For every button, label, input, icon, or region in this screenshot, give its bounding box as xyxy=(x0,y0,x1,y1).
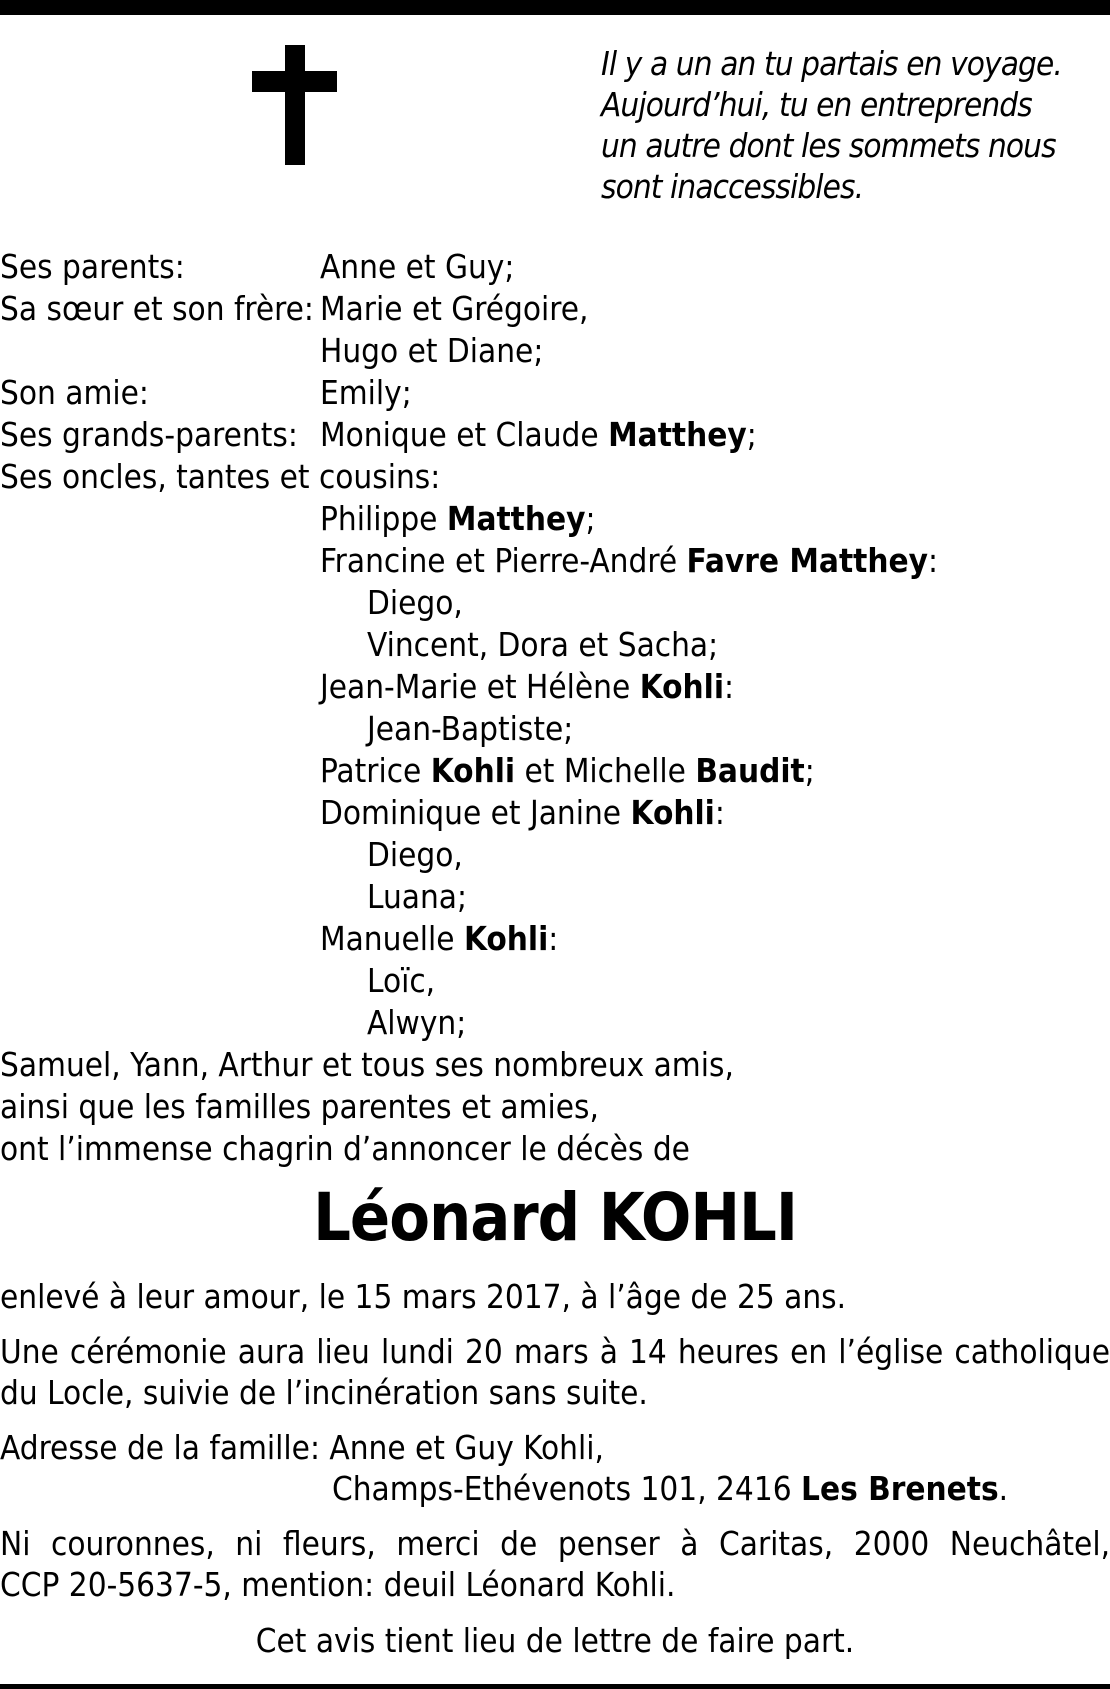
list-item xyxy=(0,1086,1110,1128)
list-item xyxy=(0,246,1110,288)
relation-names: Marie et Grégoire, xyxy=(320,289,589,328)
list-item xyxy=(0,624,1110,666)
surname: Kohli xyxy=(463,919,549,958)
relation-names: Hugo et Diane; xyxy=(320,331,544,370)
relation-label: Ses parents: xyxy=(0,247,185,286)
relation-names: Patrice Kohli et Michelle Baudit; xyxy=(320,751,815,790)
list-item xyxy=(0,918,1110,960)
list-item xyxy=(0,792,1110,834)
list-item xyxy=(0,414,1110,456)
list-item xyxy=(0,498,1110,540)
child-names: Loïc, xyxy=(367,961,436,1000)
list-item xyxy=(0,582,1110,624)
list-item xyxy=(0,540,1110,582)
child-names: Vincent, Dora et Sacha; xyxy=(367,625,719,664)
relation-names: Philippe Matthey; xyxy=(320,499,596,538)
surname: Baudit xyxy=(695,751,805,790)
child-names: Diego, xyxy=(367,835,463,874)
list-item xyxy=(0,456,1110,498)
surname: Kohli xyxy=(430,751,516,790)
families-line: ainsi que les familles parentes et amies, xyxy=(0,1087,599,1126)
quote-line: Il y a un an tu partais en voyage. xyxy=(601,44,1062,83)
list-item xyxy=(0,1044,1110,1086)
relation-names: Francine et Pierre-André Favre Matthey: xyxy=(320,541,939,580)
relation-names: Emily; xyxy=(320,373,412,412)
list-item xyxy=(0,834,1110,876)
list-item xyxy=(0,666,1110,708)
ceremony-line: Une cérémonie aura lieu lundi 20 mars à 14 heures en l’église catholique xyxy=(0,1332,1110,1371)
closing-line: Cet avis tient lieu de lettre de faire part. xyxy=(255,1621,855,1660)
deceased-name: Léonard KOHLI xyxy=(313,1179,797,1256)
list-item xyxy=(0,1128,1110,1170)
list-item xyxy=(0,876,1110,918)
address-street: Champs-Ethévenots 101, 2416 Les Brenets. xyxy=(332,1469,1009,1508)
town: Les Brenets xyxy=(801,1469,999,1508)
quote-line: Aujourd’hui, tu en entreprends xyxy=(601,85,1032,124)
friends-line: Samuel, Yann, Arthur et tous ses nombreux amis, xyxy=(0,1045,734,1084)
announcement-line: ont l’immense chagrin d’annoncer le décès de xyxy=(0,1129,690,1168)
relation-names: Anne et Guy; xyxy=(320,247,515,286)
epigraph-quote xyxy=(601,43,1062,207)
surname: Favre Matthey xyxy=(686,541,928,580)
address-label: Adresse de la famille: Anne et Guy Kohli, xyxy=(0,1428,604,1467)
quote-line: un autre dont les sommets nous xyxy=(601,126,1056,165)
relation-label: Ses grands-parents: xyxy=(0,415,298,454)
list-item xyxy=(0,372,1110,414)
list-item xyxy=(0,1002,1110,1044)
ceremony-line: du Locle, suivie de l’incinération sans suite. xyxy=(0,1373,648,1412)
death-line: enlevé à leur amour, le 15 mars 2017, à l’âge de 25 ans. xyxy=(0,1277,847,1316)
surname: Kohli xyxy=(630,793,715,832)
relation-label: Son amie: xyxy=(0,373,149,412)
list-item xyxy=(0,750,1110,792)
child-names: Luana; xyxy=(367,877,467,916)
relation-names: Monique et Claude Matthey; xyxy=(320,415,757,454)
surname: Matthey xyxy=(608,415,747,454)
relation-label: Ses oncles, tantes et cousins: xyxy=(0,457,441,496)
relation-label: Sa sœur et son frère: xyxy=(0,289,314,328)
child-names: Alwyn; xyxy=(367,1003,467,1042)
relation-names: Dominique et Janine Kohli: xyxy=(320,793,725,832)
relation-names: Jean-Marie et Hélène Kohli: xyxy=(320,667,735,706)
list-item xyxy=(0,960,1110,1002)
family-list xyxy=(0,246,1110,1170)
donation-line: CCP 20-5637-5, mention: deuil Léonard Kohli. xyxy=(0,1565,676,1604)
bottom-rule xyxy=(0,1684,1110,1689)
surname: Kohli xyxy=(639,667,725,706)
surname: Matthey xyxy=(446,499,586,538)
top-rule xyxy=(0,0,1110,15)
list-item xyxy=(0,330,1110,372)
child-names: Diego, xyxy=(367,583,463,622)
relation-names: Manuelle Kohli: xyxy=(320,919,559,958)
donation-line: Ni couronnes, ni fleurs, merci de penser à Caritas, 2000 Neuchâtel, xyxy=(0,1524,1110,1563)
list-item xyxy=(0,708,1110,750)
quote-line: sont inaccessibles. xyxy=(601,167,864,206)
list-item xyxy=(0,288,1110,330)
child-names: Jean-Baptiste; xyxy=(367,709,574,748)
cross-icon xyxy=(252,45,337,165)
